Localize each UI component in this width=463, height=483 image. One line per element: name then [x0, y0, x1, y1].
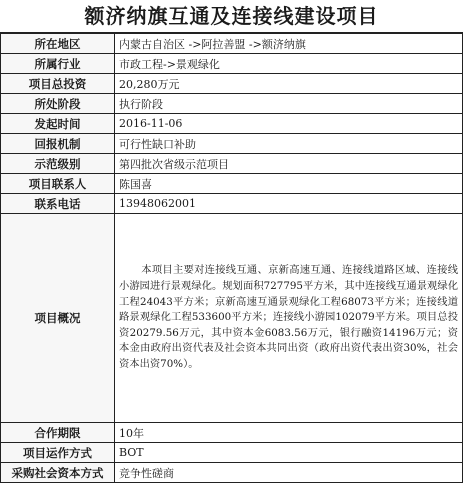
- row-label: 采购社会资本方式: [1, 463, 115, 483]
- row-value-term: 10年: [115, 423, 463, 443]
- row-label: 发起时间: [1, 114, 115, 134]
- table-row: [1, 134, 463, 154]
- project-overview-text: [115, 214, 463, 423]
- row-value-industry: 市政工程->景观绿化: [115, 54, 463, 74]
- table-row: [1, 214, 463, 423]
- table-row: [1, 463, 463, 483]
- project-info-table: [0, 33, 463, 483]
- row-label: 所在地区: [1, 34, 115, 54]
- table-row: [1, 194, 463, 214]
- page-title: 额济纳旗互通及连接线建设项目: [0, 0, 463, 33]
- table-row: [1, 74, 463, 94]
- row-value-stage: 执行阶段: [115, 94, 463, 114]
- row-value-investment: 20,280万元: [115, 74, 463, 94]
- row-value-operation-mode: BOT: [115, 443, 463, 463]
- row-label: 项目联系人: [1, 174, 115, 194]
- row-value-return-mechanism: 可行性缺口补助: [115, 134, 463, 154]
- table-row: [1, 114, 463, 134]
- row-label: 合作期限: [1, 423, 115, 443]
- table-row: [1, 94, 463, 114]
- table-row: [1, 443, 463, 463]
- row-label: 所属行业: [1, 54, 115, 74]
- row-value-procurement: 竞争性磋商: [115, 463, 463, 483]
- table-row: [1, 423, 463, 443]
- row-value-phone: 13948062001: [115, 194, 463, 214]
- row-value-demo-level: 第四批次省级示范项目: [115, 154, 463, 174]
- row-label: 示范级别: [1, 154, 115, 174]
- row-value-start-date: 2016-11-06: [115, 114, 463, 134]
- row-value-contact: 陈国喜: [115, 174, 463, 194]
- row-label: 项目总投资: [1, 74, 115, 94]
- overview-body: 本项目主要对连接线互通、京新高速互通、连接线道路区域、连接线小游园进行景观绿化。规划面积727795平方米，其中连接线互通景观绿化工程24043平方米；京新高速互通景观绿化工程68073平方米；连接线道路景观绿化工程533600平方米；连接线小游园102079平方米。项目总投资20279.56万元，其中资本金6083.56万元，银行融资14196万元；资本金由政府出资代表及社会资本共同出资（政府出资代表出资30%，社会资本出资70%）。: [119, 264, 458, 370]
- row-value-region: 内蒙古自治区 ->阿拉善盟 ->额济纳旗: [115, 34, 463, 54]
- row-label: 项目概况: [1, 214, 115, 423]
- row-label: 联系电话: [1, 194, 115, 214]
- row-label: 所处阶段: [1, 94, 115, 114]
- table-row: [1, 174, 463, 194]
- row-label: 回报机制: [1, 134, 115, 154]
- row-label: 项目运作方式: [1, 443, 115, 463]
- table-row: [1, 154, 463, 174]
- table-row: [1, 54, 463, 74]
- table-row: [1, 34, 463, 54]
